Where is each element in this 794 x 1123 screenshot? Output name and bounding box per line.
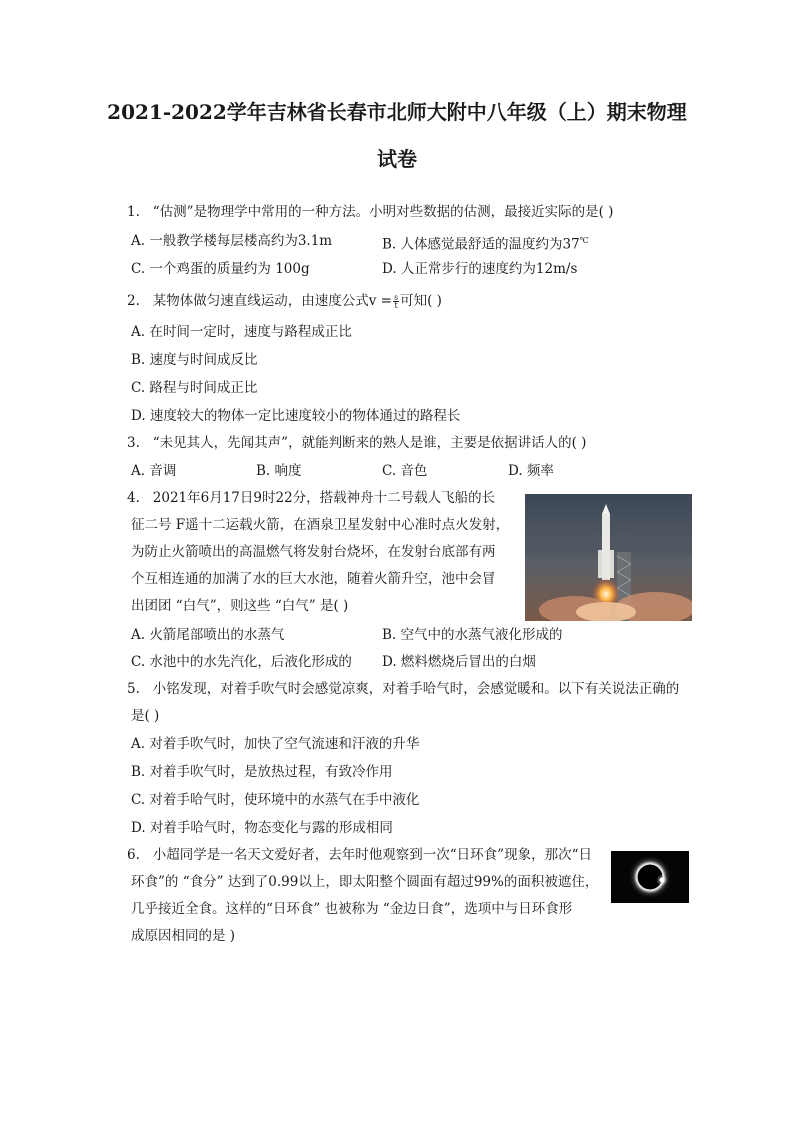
question-text-line: 成原因相同的是 ) xyxy=(131,928,236,944)
question-text-line: 是( ) xyxy=(131,708,160,724)
option-b: B. 响度 xyxy=(256,463,302,479)
option-b-text: B. 人体感觉最舒适的温度约为37 xyxy=(382,236,580,253)
question-text-end: 可知( ) xyxy=(400,293,442,309)
question-text: 某物体做匀速直线运动，由速度公式v = xyxy=(152,293,392,309)
option-a: A. 火箭尾部喷出的水蒸气 xyxy=(131,627,285,643)
option-b: B. 速度与时间成反比 xyxy=(131,352,258,368)
option-b: B. 空气中的水蒸气液化形成的 xyxy=(382,627,563,643)
option-c: C. 对着手哈气时，使环境中的水蒸气在手中液化 xyxy=(131,792,420,808)
question-6 xyxy=(127,846,592,864)
question-text: “未见其人，先闻其声”，就能判断来的熟人是谁，主要是依据讲话人的( ) xyxy=(152,435,587,451)
speed-fraction xyxy=(393,294,399,309)
option-a: A. 在时间一定时，速度与路程成正比 xyxy=(131,324,352,340)
option-d: D. 频率 xyxy=(508,463,554,479)
question-text-line: 环食”的 “食分” 达到了0.99以上，即太阳整个圆面有超过99%的面积被遮住， xyxy=(131,874,599,890)
option-d: D. 速度较大的物体一定比速度较小的物体通过的路程长 xyxy=(131,408,461,424)
question-text-line: 出团团 “白气”，则这些 “白气” 是( ) xyxy=(131,598,349,614)
option-c: C. 水池中的水先汽化，后液化形成的 xyxy=(131,654,352,670)
question-3 xyxy=(127,434,586,452)
question-number: 6. xyxy=(127,847,140,863)
rocket-launch-photo xyxy=(525,494,692,621)
question-number: 1. xyxy=(127,204,140,220)
exam-title: 2021-2022学年吉林省长春市北师大附中八年级（上）期末物理 xyxy=(107,100,687,124)
celsius-unit: ℃ xyxy=(579,236,589,245)
question-4 xyxy=(127,489,495,507)
exam-title-cont: 试卷 xyxy=(377,147,417,171)
question-number: 4. xyxy=(127,490,140,506)
option-a: A. 一般教学楼每层楼高约为3.1m xyxy=(131,233,333,249)
option-d: D. 对着手哈气时，物态变化与露的形成相同 xyxy=(131,820,393,836)
eclipse-image xyxy=(611,851,689,903)
option-d: D. 人正常步行的速度约为12m/s xyxy=(382,261,578,277)
question-text-line: 几乎接近全食。这样的“日环食” 也被称为 “金边日食”，选项中与日环食形 xyxy=(131,901,573,917)
rocket-image xyxy=(525,494,692,621)
option-a: A. 音调 xyxy=(131,463,177,479)
question-text-line: 个互相连通的加满了水的巨大水池，随着火箭升空，池中会冒 xyxy=(131,571,496,587)
option-b xyxy=(382,232,589,254)
option-c: C. 路程与时间成正比 xyxy=(131,380,258,396)
question-number: 3. xyxy=(127,435,140,451)
option-b: B. 对着手吹气时，是放热过程，有致冷作用 xyxy=(131,764,393,780)
question-number: 2. xyxy=(127,293,140,309)
question-number: 5. xyxy=(127,681,140,697)
option-d: D. 燃料燃烧后冒出的白烟 xyxy=(382,654,536,670)
question-text-line: 2021年6月17日9时22分，搭载神舟十二号载人飞船的长 xyxy=(152,490,496,506)
annular-eclipse-photo xyxy=(611,851,689,903)
question-text-line: 征二号 F遥十二运载火箭，在酒泉卫星发射中心准时点火发射， xyxy=(131,517,510,533)
question-text-line: 小超同学是一名天文爱好者，去年时他观察到一次“日环食”现象，那次“日 xyxy=(152,847,592,863)
question-1 xyxy=(127,203,613,221)
question-text: “估测”是物理学中常用的一种方法。小明对些数据的估测，最接近实际的是( ) xyxy=(152,204,614,220)
option-c: C. 一个鸡蛋的质量约为 100g xyxy=(131,261,310,277)
question-text-line: 小铭发现，对着手吹气时会感觉凉爽，对着手哈气时，会感觉暖和。以下有关说法正确的 xyxy=(152,681,680,697)
question-2 xyxy=(127,292,442,310)
question-5 xyxy=(127,680,679,698)
option-c: C. 音色 xyxy=(382,463,428,479)
question-text-line: 为防止火箭喷出的高温燃气将发射台烧坏，在发射台底部有两 xyxy=(131,544,496,560)
option-a: A. 对着手吹气时，加快了空气流速和汗液的升华 xyxy=(131,736,420,752)
fraction-denominator: t xyxy=(394,301,398,310)
fraction-numerator: s xyxy=(394,293,399,302)
